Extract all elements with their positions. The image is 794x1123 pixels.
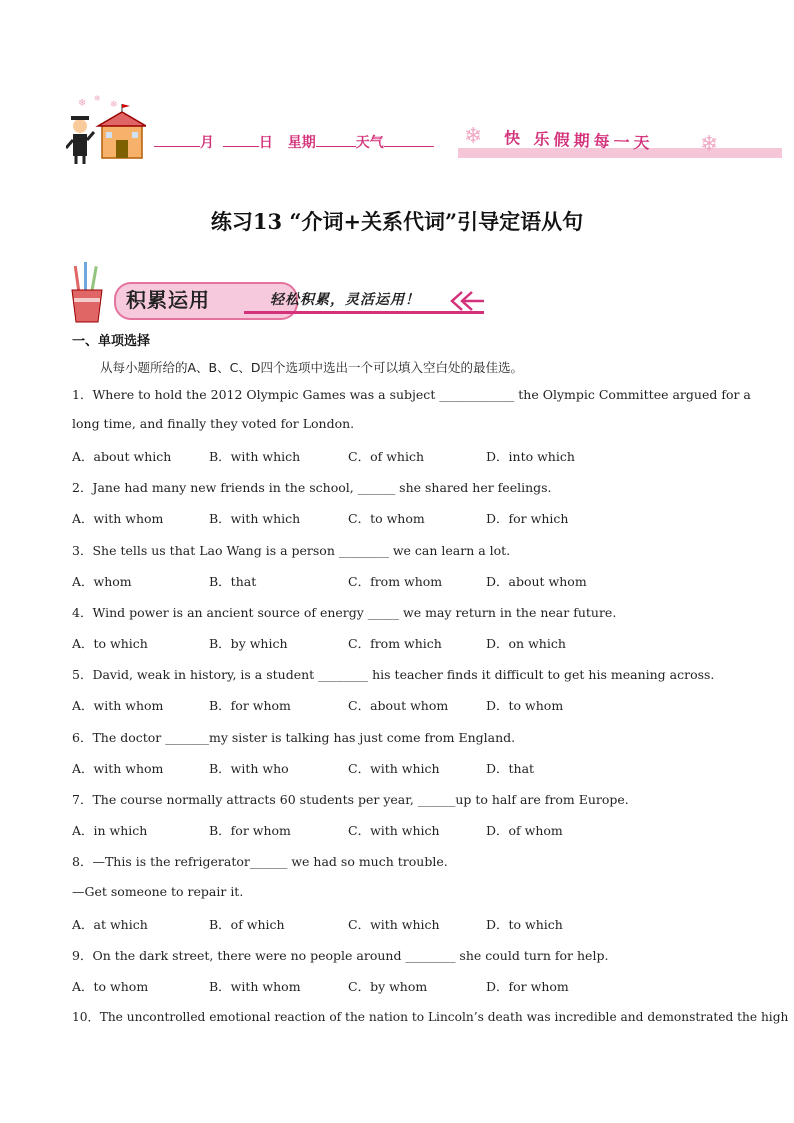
question-line: long time, and finally they voted for London. xyxy=(72,416,355,431)
option-c: C．of which xyxy=(348,449,424,464)
option-d: D．of whom xyxy=(486,823,563,838)
option-a: A．whom xyxy=(72,574,132,589)
option-a: A．with whom xyxy=(72,698,164,713)
snowflake-icon: ❄ xyxy=(464,124,483,149)
option-a: A．with whom xyxy=(72,511,164,526)
option-c: C．with which xyxy=(348,761,440,776)
option-b: B．with which xyxy=(209,449,301,464)
option-a: A．about which xyxy=(72,449,172,464)
option-b: B．of which xyxy=(209,917,285,932)
option-d: D．on which xyxy=(486,636,566,651)
question-line: 5．David, weak in history, is a student ________ his teacher finds it difficult to get his meaning across. xyxy=(72,667,715,682)
question-line: 6．The doctor _______my sister is talking has just come from England. xyxy=(72,730,516,745)
weather-label: 天气 xyxy=(355,135,384,151)
question-line: 7．The course normally attracts 60 students per year, ______up to half are from Europe. xyxy=(72,792,629,807)
page-title: 练习13 “介词+关系代词”引导定语从句 xyxy=(210,209,584,234)
option-a: A．to which xyxy=(72,636,148,651)
question-line: 2．Jane had many new friends in the school, ______ she shared her feelings. xyxy=(72,480,552,495)
option-b: B．with whom xyxy=(209,979,301,994)
month-blank[interactable] xyxy=(154,134,200,147)
page-header xyxy=(64,96,784,166)
option-d: D．for whom xyxy=(486,979,569,994)
option-d: D．that xyxy=(486,761,535,776)
option-b: B．with who xyxy=(209,761,289,776)
option-c: C．to whom xyxy=(348,511,425,526)
instruction-text: 从每小题所给的A、B、C、D四个选项中选出一个可以填入空白处的最佳选。 xyxy=(100,360,523,375)
option-a: A．at which xyxy=(72,917,148,932)
option-b: B．for whom xyxy=(209,823,291,838)
section-label: 积累运用 xyxy=(126,288,210,312)
option-d: D．to which xyxy=(486,917,563,932)
weekday-blank[interactable] xyxy=(316,134,356,147)
double-chevron-left-icon xyxy=(448,288,484,314)
question-line: 1．Where to hold the 2012 Olympic Games was a subject ____________ the Olympic Committee argued for a xyxy=(72,387,751,402)
option-c: C．from which xyxy=(348,636,442,651)
section-banner xyxy=(68,262,488,322)
month-label: 月 xyxy=(200,135,214,151)
option-a: A．in which xyxy=(72,823,148,838)
option-d: D．to whom xyxy=(486,698,564,713)
graduate-school-illustration xyxy=(66,104,146,164)
option-d: D．for which xyxy=(486,511,569,526)
weekday-label: 星期 xyxy=(287,135,316,151)
pencil-cup-icon xyxy=(70,262,104,324)
option-b: B．for whom xyxy=(209,698,291,713)
question-line: 4．Wind power is an ancient source of energy _____ we may return in the near future. xyxy=(72,605,617,620)
question-line: 9．On the dark street, there were no people around ________ she could turn for help. xyxy=(72,948,609,963)
option-c: C．about whom xyxy=(348,698,449,713)
question-line: 3．She tells us that Lao Wang is a person ________ we can learn a lot. xyxy=(72,543,511,558)
option-c: C．with which xyxy=(348,917,440,932)
snowflake-icon: ❄ xyxy=(94,94,101,103)
header-slogan: 快 乐假期每一天 xyxy=(503,128,654,153)
date-weather-fields xyxy=(154,132,434,152)
snowflake-icon: ❄ xyxy=(78,98,87,109)
option-a: A．with whom xyxy=(72,761,164,776)
option-d: D．about whom xyxy=(486,574,587,589)
question-line: 8．—This is the refrigerator______ we had so much trouble. xyxy=(72,854,448,869)
option-d: D．into which xyxy=(486,449,575,464)
option-b: B．that xyxy=(209,574,257,589)
question-line: 10．The uncontrolled emotional reaction of the nation to Lincoln’s death was incredible and demonstrated the high xyxy=(72,1010,789,1024)
option-a: A．to whom xyxy=(72,979,149,994)
snowflake-icon: ❄ xyxy=(700,132,719,157)
day-label: 日 xyxy=(258,135,273,151)
snowflake-icon: ❄ xyxy=(110,100,118,110)
section-slogan: 轻松积累，灵活运用！ xyxy=(270,292,420,308)
option-b: B．with which xyxy=(209,511,301,526)
option-c: C．with which xyxy=(348,823,440,838)
option-c: C．by whom xyxy=(348,979,428,994)
option-c: C．from whom xyxy=(348,574,443,589)
part-heading: 一、单项选择 xyxy=(72,334,151,349)
question-line: —Get someone to repair it. xyxy=(72,884,244,899)
option-b: B．by which xyxy=(209,636,288,651)
weather-blank[interactable] xyxy=(384,134,434,147)
day-blank[interactable] xyxy=(223,134,259,147)
